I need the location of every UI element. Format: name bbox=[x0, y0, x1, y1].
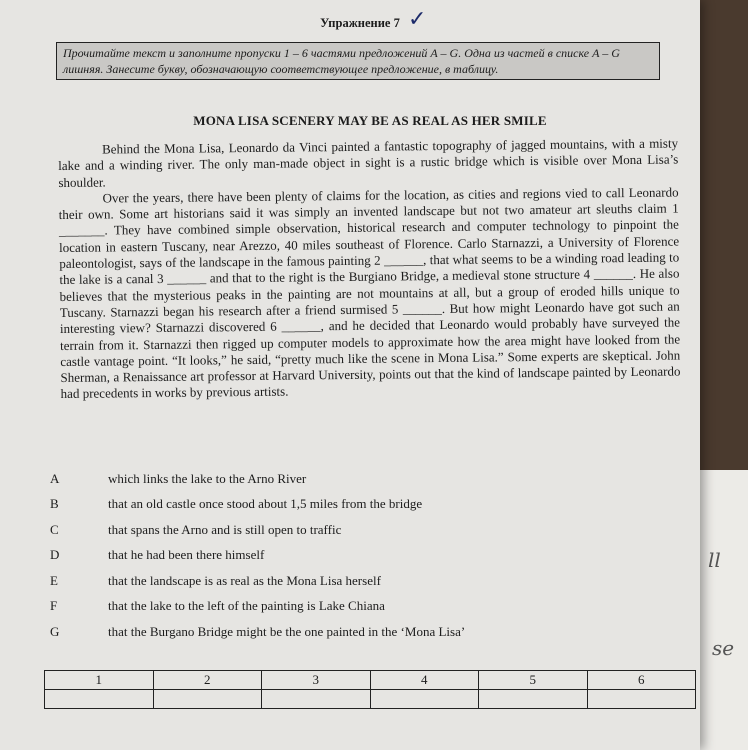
answer-header-cell: 5 bbox=[479, 671, 588, 690]
option-item bbox=[40, 466, 640, 492]
article-title: MONA LISA SCENERY MAY BE AS REAL AS HER SMILE bbox=[193, 113, 547, 128]
option-letter: D bbox=[50, 547, 60, 563]
option-text: that an old castle once stood about 1,5 miles from the bridge bbox=[108, 496, 423, 512]
answer-cell[interactable] bbox=[153, 690, 262, 709]
option-text: that the landscape is as real as the Mona Lisa herself bbox=[108, 572, 381, 588]
option-item bbox=[40, 492, 640, 518]
option-text: which links the lake to the Arno River bbox=[108, 470, 307, 486]
answer-cell[interactable] bbox=[262, 690, 371, 709]
answer-cell[interactable] bbox=[45, 690, 154, 709]
option-letter: A bbox=[50, 470, 60, 486]
answer-header-cell: 2 bbox=[153, 671, 262, 690]
answer-table-header-row bbox=[45, 671, 696, 690]
option-text: that the Burgano Bridge might be the one painted in the ‘Mona Lisa’ bbox=[108, 623, 466, 639]
handwritten-mark: ll bbox=[708, 548, 721, 572]
article-paragraph: Behind the Mona Lisa, Leonardo da Vinci painted a fantastic topography of jagged mountains, with a misty lake and a winding river. The only man-made object in sight is a rustic bridge which is visible over Mona Lisa’s shoulder. bbox=[58, 135, 679, 190]
option-text: that the lake to the left of the painting is Lake Chiana bbox=[108, 598, 385, 614]
answer-header-cell: 3 bbox=[262, 671, 371, 690]
article-body bbox=[58, 136, 681, 403]
article-paragraph: Over the years, there have been plenty of claims for the location, as cities and regions vied to call Leonardo their own. Some art historians said it was simply an invented landscape but not two amateur art sleuths claim 1 _______. They have combined simple observation, historical research and computer technology to pinpoint the location in eastern Tuscany, near Arezzo, 40 miles southeast of Florence. Carlo Starnazzi, a University of Florence paleontologist, says of the landscape in the famous painting 2 ______, that what seems to be a winding road leading to the lake is a canal 3 ______ and that to the right is the Burgiano Bridge, a medieval stone structure 4 ______. He also believes that the mysterious peaks in the painting are not mountains at all, but a group of eroded hills unique to Tuscany. Starnazzi began his research after a friend surmised 5 ______. But how might Leonardo have got such an interesting view? Starnazzi discovered 6 ______, and he decided that Leonardo would probably have surveyed the terrain from it. Starnazzi then rigged up computer models to approximate how the area might have looked from the castle vantage point. “It looks,” he said, “pretty much like the scene in Mona Lisa.” Some experts are skeptical. John Sherman, a Renaissance art professor at Harvard University, points out that the kind of landscape painted by Leonardo had precedents in works by previous artists. bbox=[58, 184, 681, 402]
option-item bbox=[40, 543, 640, 569]
answer-header-cell: 6 bbox=[587, 671, 696, 690]
answer-header-cell: 4 bbox=[370, 671, 479, 690]
option-text: that he had been there himself bbox=[108, 547, 265, 563]
option-letter: E bbox=[50, 572, 58, 588]
check-mark-icon: ✓ bbox=[408, 6, 427, 31]
option-item bbox=[40, 619, 640, 645]
instruction-box: Прочитайте текст и заполните пропуски 1 – 6 частями предложений A – G. Одна из частей в списке A – G лишняя. Занесите букву, обозначающую соответствующее предложение, в таблицу. bbox=[56, 42, 660, 80]
option-letter: B bbox=[50, 496, 59, 512]
handwritten-mark: se bbox=[712, 636, 735, 660]
exercise-title: Упражнение 7 bbox=[320, 16, 400, 30]
option-item bbox=[40, 594, 640, 620]
option-letter: G bbox=[50, 623, 60, 639]
answer-cell[interactable] bbox=[370, 690, 479, 709]
answer-table-input-row bbox=[45, 690, 696, 709]
answer-cell[interactable] bbox=[587, 690, 696, 709]
answer-header-cell: 1 bbox=[45, 671, 154, 690]
option-letter: F bbox=[50, 598, 58, 614]
option-text: that spans the Arno and is still open to traffic bbox=[108, 521, 342, 537]
option-item bbox=[40, 568, 640, 594]
options-list bbox=[40, 466, 640, 645]
option-item bbox=[40, 517, 640, 543]
option-letter: C bbox=[50, 521, 59, 537]
answer-table bbox=[44, 670, 696, 709]
answer-cell[interactable] bbox=[479, 690, 588, 709]
